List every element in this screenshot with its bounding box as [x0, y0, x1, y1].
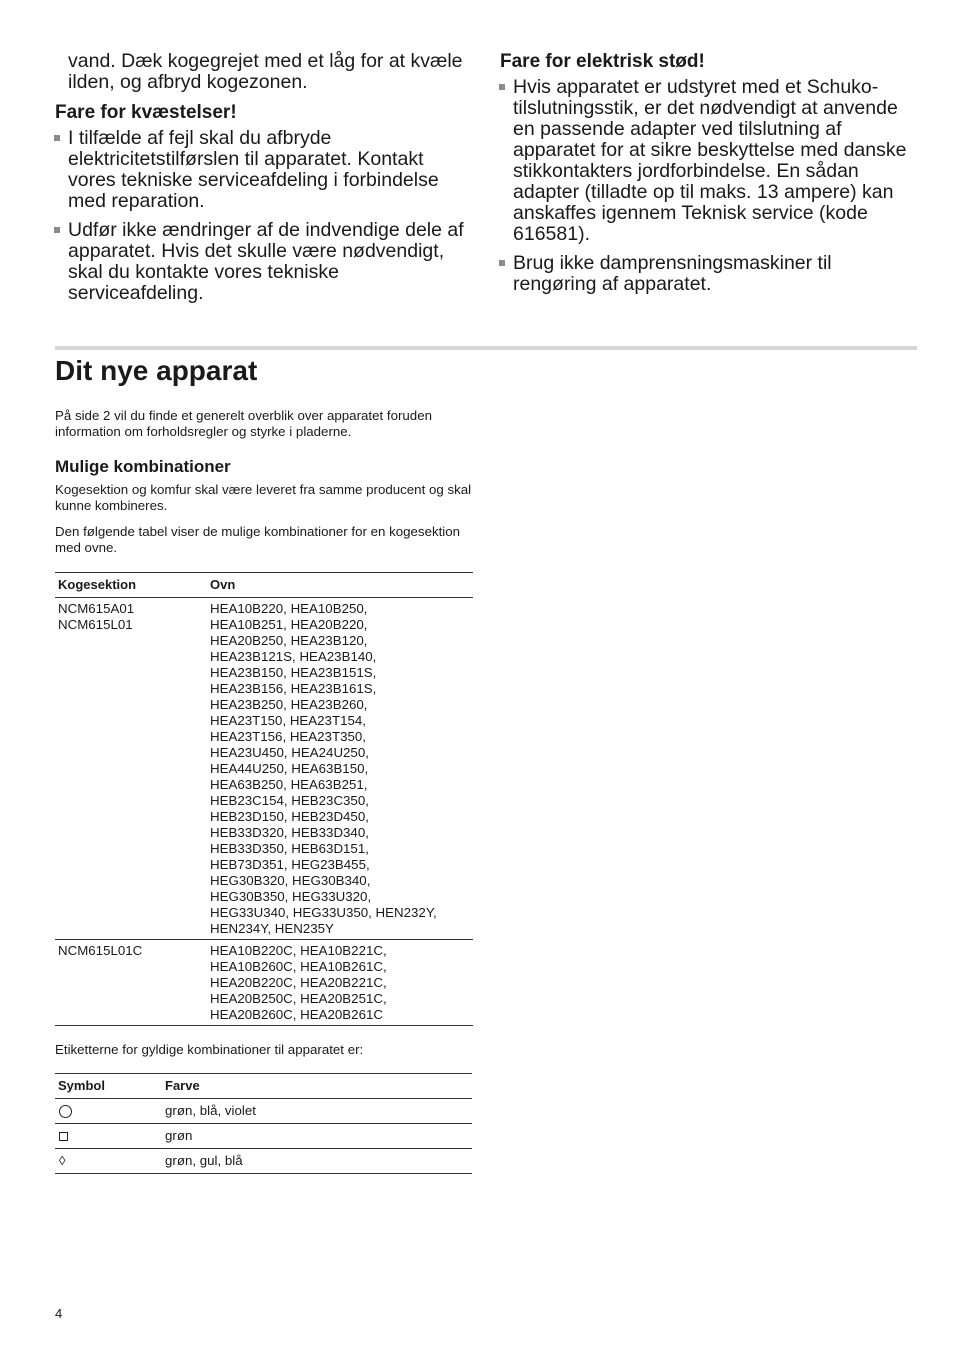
square-symbol-icon — [59, 1128, 79, 1144]
farve-cell: grøn, blå, violet — [165, 1103, 256, 1118]
ovn-cell — [210, 601, 473, 937]
intro-paragraph: På side 2 vil du finde et generelt overblik over apparatet foruden information om forholdsregler og styrke i pladerne. — [55, 408, 432, 439]
table-header-farve: Farve — [165, 1078, 200, 1093]
bullet-icon — [54, 135, 60, 141]
ovn-models-line: HEA10B220, HEA10B250, — [210, 601, 368, 616]
ovn-models-line: HEA63B250, HEA63B251, — [210, 777, 368, 792]
ovn-models-line: HEB73D351, HEG23B455, — [210, 857, 370, 872]
ovn-models-line: HEA23B150, HEA23B151S, — [210, 665, 377, 680]
table-row — [55, 1099, 472, 1124]
table-row — [55, 940, 473, 1026]
farve-cell: grøn, gul, blå — [165, 1153, 243, 1168]
list-item: Brug ikke damprensningsmaskiner til rengøring af apparatet. — [499, 253, 917, 295]
kogesektion-model: NCM615L01 — [58, 617, 133, 632]
continued-paragraph: vand. Dæk kogegrejet med et låg for at kvæle ilden, og afbryd kogezonen. — [68, 50, 463, 93]
electric-shock-heading: Fare for elektrisk stød! — [500, 51, 705, 72]
ovn-models-line: HEG33U340, HEG33U350, HEN232Y, — [210, 905, 437, 920]
circle-symbol-icon — [59, 1103, 79, 1119]
ovn-models-line: HEA20B250, HEA23B120, — [210, 633, 368, 648]
ovn-models-line: HEA10B220C, HEA10B221C, — [210, 943, 387, 958]
kogesektion-cell — [55, 601, 210, 937]
bullet-icon — [499, 260, 505, 266]
ovn-models-line: HEB33D350, HEB63D151, — [210, 841, 369, 856]
table-header-symbol: Symbol — [58, 1078, 105, 1093]
ovn-models-line: HEA20B260C, HEA20B261C — [210, 1007, 383, 1022]
diamond-symbol-icon: ◊ — [59, 1153, 66, 1168]
ovn-models-line: HEA10B260C, HEA10B261C, — [210, 959, 387, 974]
kogesektion-model: NCM615A01 — [58, 601, 135, 616]
ovn-models-line: HEN234Y, HEN235Y — [210, 921, 334, 936]
ovn-models-line: HEA20B220C, HEA20B221C, — [210, 975, 387, 990]
labels-intro: Etiketterne for gyldige kombinationer til apparatet er: — [55, 1042, 364, 1057]
ovn-models-line: HEG30B350, HEG33U320, — [210, 889, 372, 904]
list-item: Hvis apparatet er udstyret med et Schuko-tilslutningsstik, er det nødvendigt at anvende en passende adapter ved tilslutning af apparatet for at sikre beskyttelse med danske stikkontakters jordforbindelse. En sådan adapter (tilladte op til maks. 13 ampere) kan anskaffes igennem Teknisk service (kode 616581). — [499, 77, 917, 245]
square-icon — [59, 1132, 68, 1141]
ovn-models-line: HEA20B250C, HEA20B251C, — [210, 991, 387, 1006]
table-header-row — [55, 572, 473, 598]
list-item: Udfør ikke ændringer af de indvendige dele af apparatet. Hvis det skulle være nødvendigt, skal du kontakte vores tekniske serviceafdeling. — [54, 220, 468, 304]
table-header-ovn: Ovn — [210, 577, 236, 592]
ovn-models-line: HEA10B251, HEA20B220, — [210, 617, 368, 632]
ovn-models-line: HEB23C154, HEB23C350, — [210, 793, 369, 808]
page-number: 4 — [55, 1306, 63, 1321]
ovn-models-line: HEB33D320, HEB33D340, — [210, 825, 369, 840]
kogesektion-model: NCM615L01C — [58, 943, 143, 958]
combinations-heading: Mulige kombinationer — [55, 457, 231, 476]
bullet-icon — [54, 227, 60, 233]
list-item: I tilfælde af fejl skal du afbryde elektricitetstilførslen til apparatet. Kontakt vores tekniske serviceafdeling i forbindelse med reparation. — [54, 128, 468, 212]
section-title: Dit nye apparat — [55, 355, 258, 386]
ovn-models-line: HEB23D150, HEB23D450, — [210, 809, 369, 824]
circle-icon — [59, 1105, 72, 1118]
ovn-models-line: HEA23T150, HEA23T154, — [210, 713, 366, 728]
injury-warning-list — [54, 128, 468, 304]
table-row — [55, 598, 473, 940]
table-header-row — [55, 1073, 472, 1099]
farve-cell: grøn — [165, 1128, 193, 1143]
ovn-models-line: HEA23B250, HEA23B260, — [210, 697, 368, 712]
ovn-models-line: HEA23B156, HEA23B161S, — [210, 681, 377, 696]
ovn-models-line: HEG30B320, HEG30B340, — [210, 873, 371, 888]
ovn-cell — [210, 943, 473, 1023]
ovn-models-line: HEA23T156, HEA23T350, — [210, 729, 366, 744]
table-header-kogesektion: Kogesektion — [58, 577, 137, 592]
symbols-table — [55, 1073, 472, 1174]
section-divider — [55, 346, 917, 350]
ovn-models-line: HEA23B121S, HEA23B140, — [210, 649, 377, 664]
ovn-models-line: HEA44U250, HEA63B150, — [210, 761, 369, 776]
electric-shock-list — [499, 77, 917, 295]
ovn-models-line: HEA23U450, HEA24U250, — [210, 745, 369, 760]
combinations-paragraph-1: Kogesektion og komfur skal være leveret fra samme producent og skal kunne kombineres. — [55, 482, 472, 513]
table-row — [55, 1149, 472, 1174]
injury-warning-heading: Fare for kvæstelser! — [55, 102, 237, 123]
combinations-paragraph-2: Den følgende tabel viser de mulige kombinationer for en kogesektion med ovne. — [55, 524, 461, 555]
kogesektion-cell — [55, 943, 210, 1023]
combinations-table — [55, 572, 473, 1026]
bullet-icon — [499, 84, 505, 90]
table-row — [55, 1124, 472, 1149]
